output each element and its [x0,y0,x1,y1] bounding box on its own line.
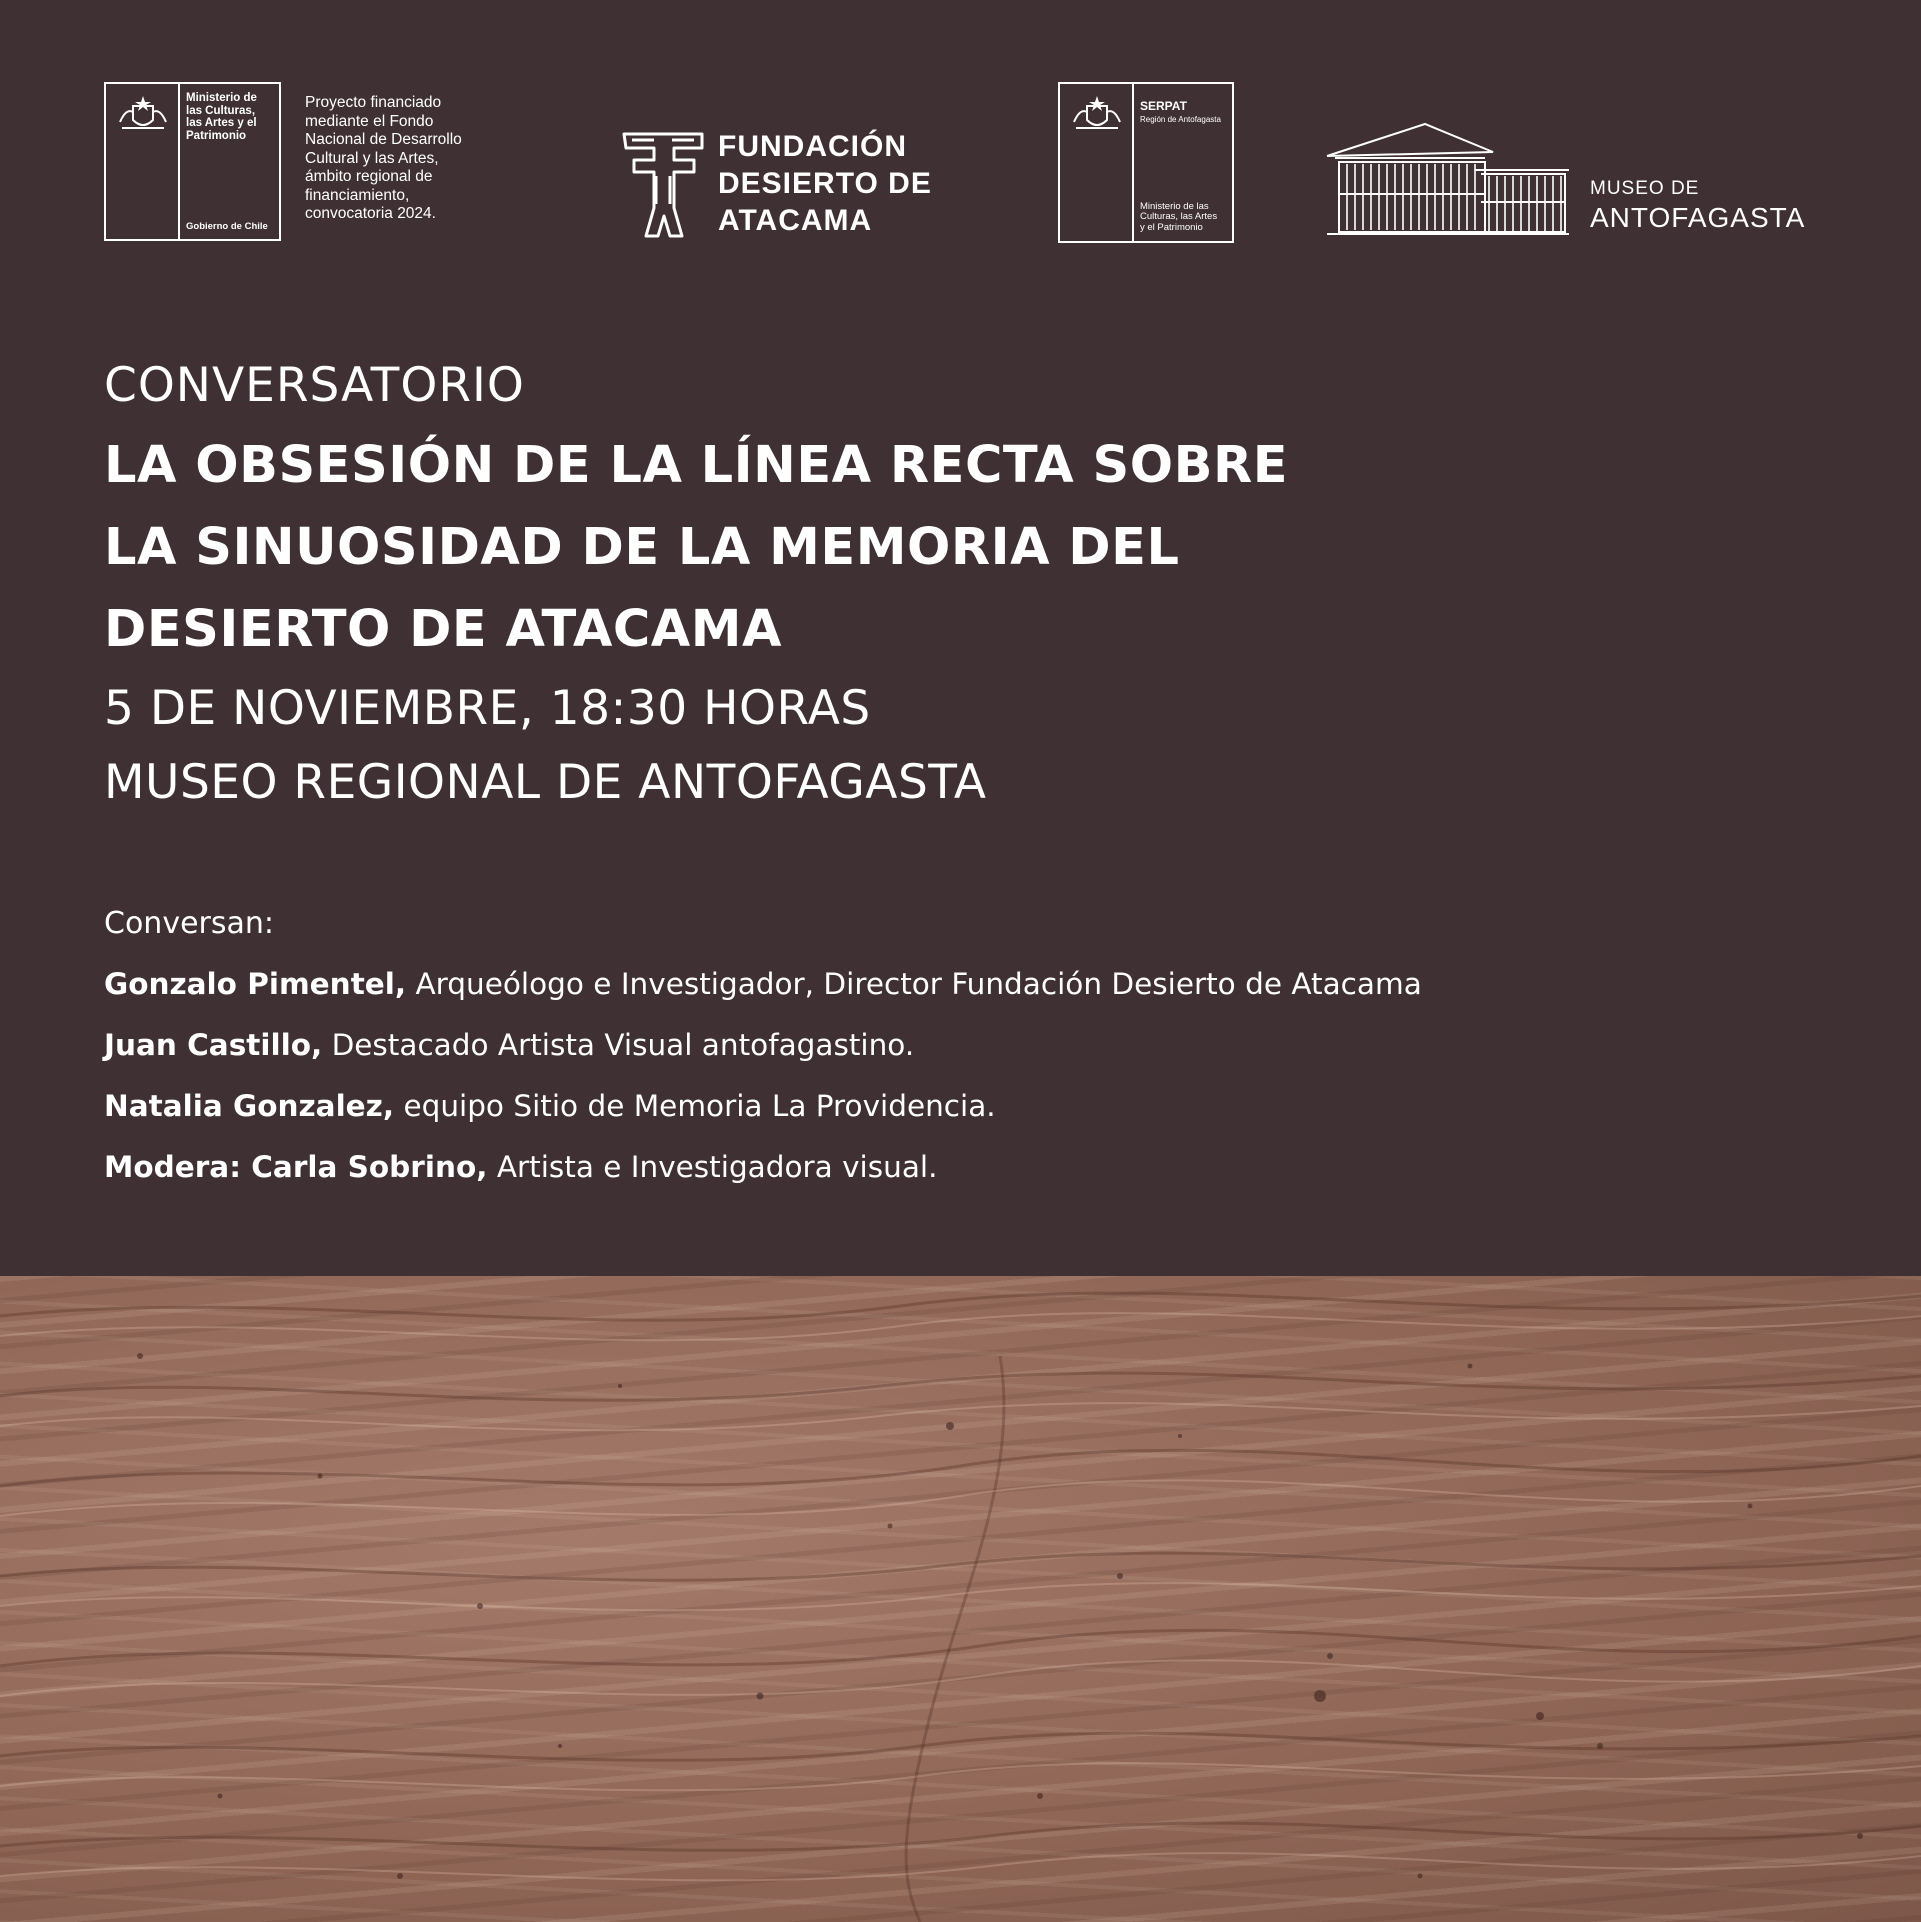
museo-label-top: MUSEO DE [1590,178,1700,199]
speaker-role: Destacado Artista Visual antofagastino. [322,1028,915,1062]
ministerio-name: Ministerio de las Culturas, las Artes y el Patrimonio [186,92,257,142]
petroglyph-figure-icon [620,128,706,240]
speaker-role: Artista e Investigadora visual. [487,1150,938,1184]
speaker-item [104,1150,937,1184]
event-date: 5 DE NOVIEMBRE, 18:30 HORAS [104,681,871,736]
event-venue: MUSEO REGIONAL DE ANTOFAGASTA [104,755,987,810]
speaker-name: Juan Castillo, [104,1028,323,1062]
gobierno-label: Gobierno de Chile [186,221,268,232]
serpat-region: Región de Antofagasta [1140,115,1221,124]
event-kicker: CONVERSATORIO [104,358,525,413]
speakers-heading: Conversan: [104,906,274,941]
speaker-name: Modera: Carla Sobrino, [104,1150,488,1184]
logo-divider [178,84,180,239]
speaker-item [104,1028,914,1062]
serpat-title: SERPAT [1140,99,1187,113]
speaker-item [104,1089,996,1123]
chile-coat-of-arms-icon [1070,92,1124,136]
speaker-item [104,967,1422,1001]
chile-coat-of-arms-icon [116,92,170,136]
funding-note: Proyecto financiado mediante el Fondo Nacional de Desarrollo Cultural y las Artes, ámbito regional de financiamiento, convocatoria 2024. [305,94,462,222]
desert-ground-image [0,1276,1921,1922]
event-title-line: LA SINUOSIDAD DE LA MEMORIA DEL [104,518,1180,577]
museum-building-icon [1325,122,1570,238]
event-title-line: DESIERTO DE ATACAMA [104,600,782,659]
fundacion-name: FUNDACIÓN DESIERTO DE ATACAMA [718,130,932,237]
serpat-logo [1058,82,1234,243]
desert-texture [0,1276,1921,1922]
speaker-name: Gonzalo Pimentel, [104,967,407,1001]
speaker-role: equipo Sitio de Memoria La Providencia. [394,1089,996,1123]
speaker-role: Arqueólogo e Investigador, Director Fundación Desierto de Atacama [406,967,1422,1001]
speaker-name: Natalia Gonzalez, [104,1089,395,1123]
event-title-line: LA OBSESIÓN DE LA LÍNEA RECTA SOBRE [104,436,1289,495]
museo-label-main: ANTOFAGASTA [1590,202,1806,233]
logo-divider [1132,84,1134,241]
ministerio-culturas-logo [104,82,281,241]
serpat-ministry: Ministerio de las Culturas, las Artes y el Patrimonio [1140,201,1218,233]
